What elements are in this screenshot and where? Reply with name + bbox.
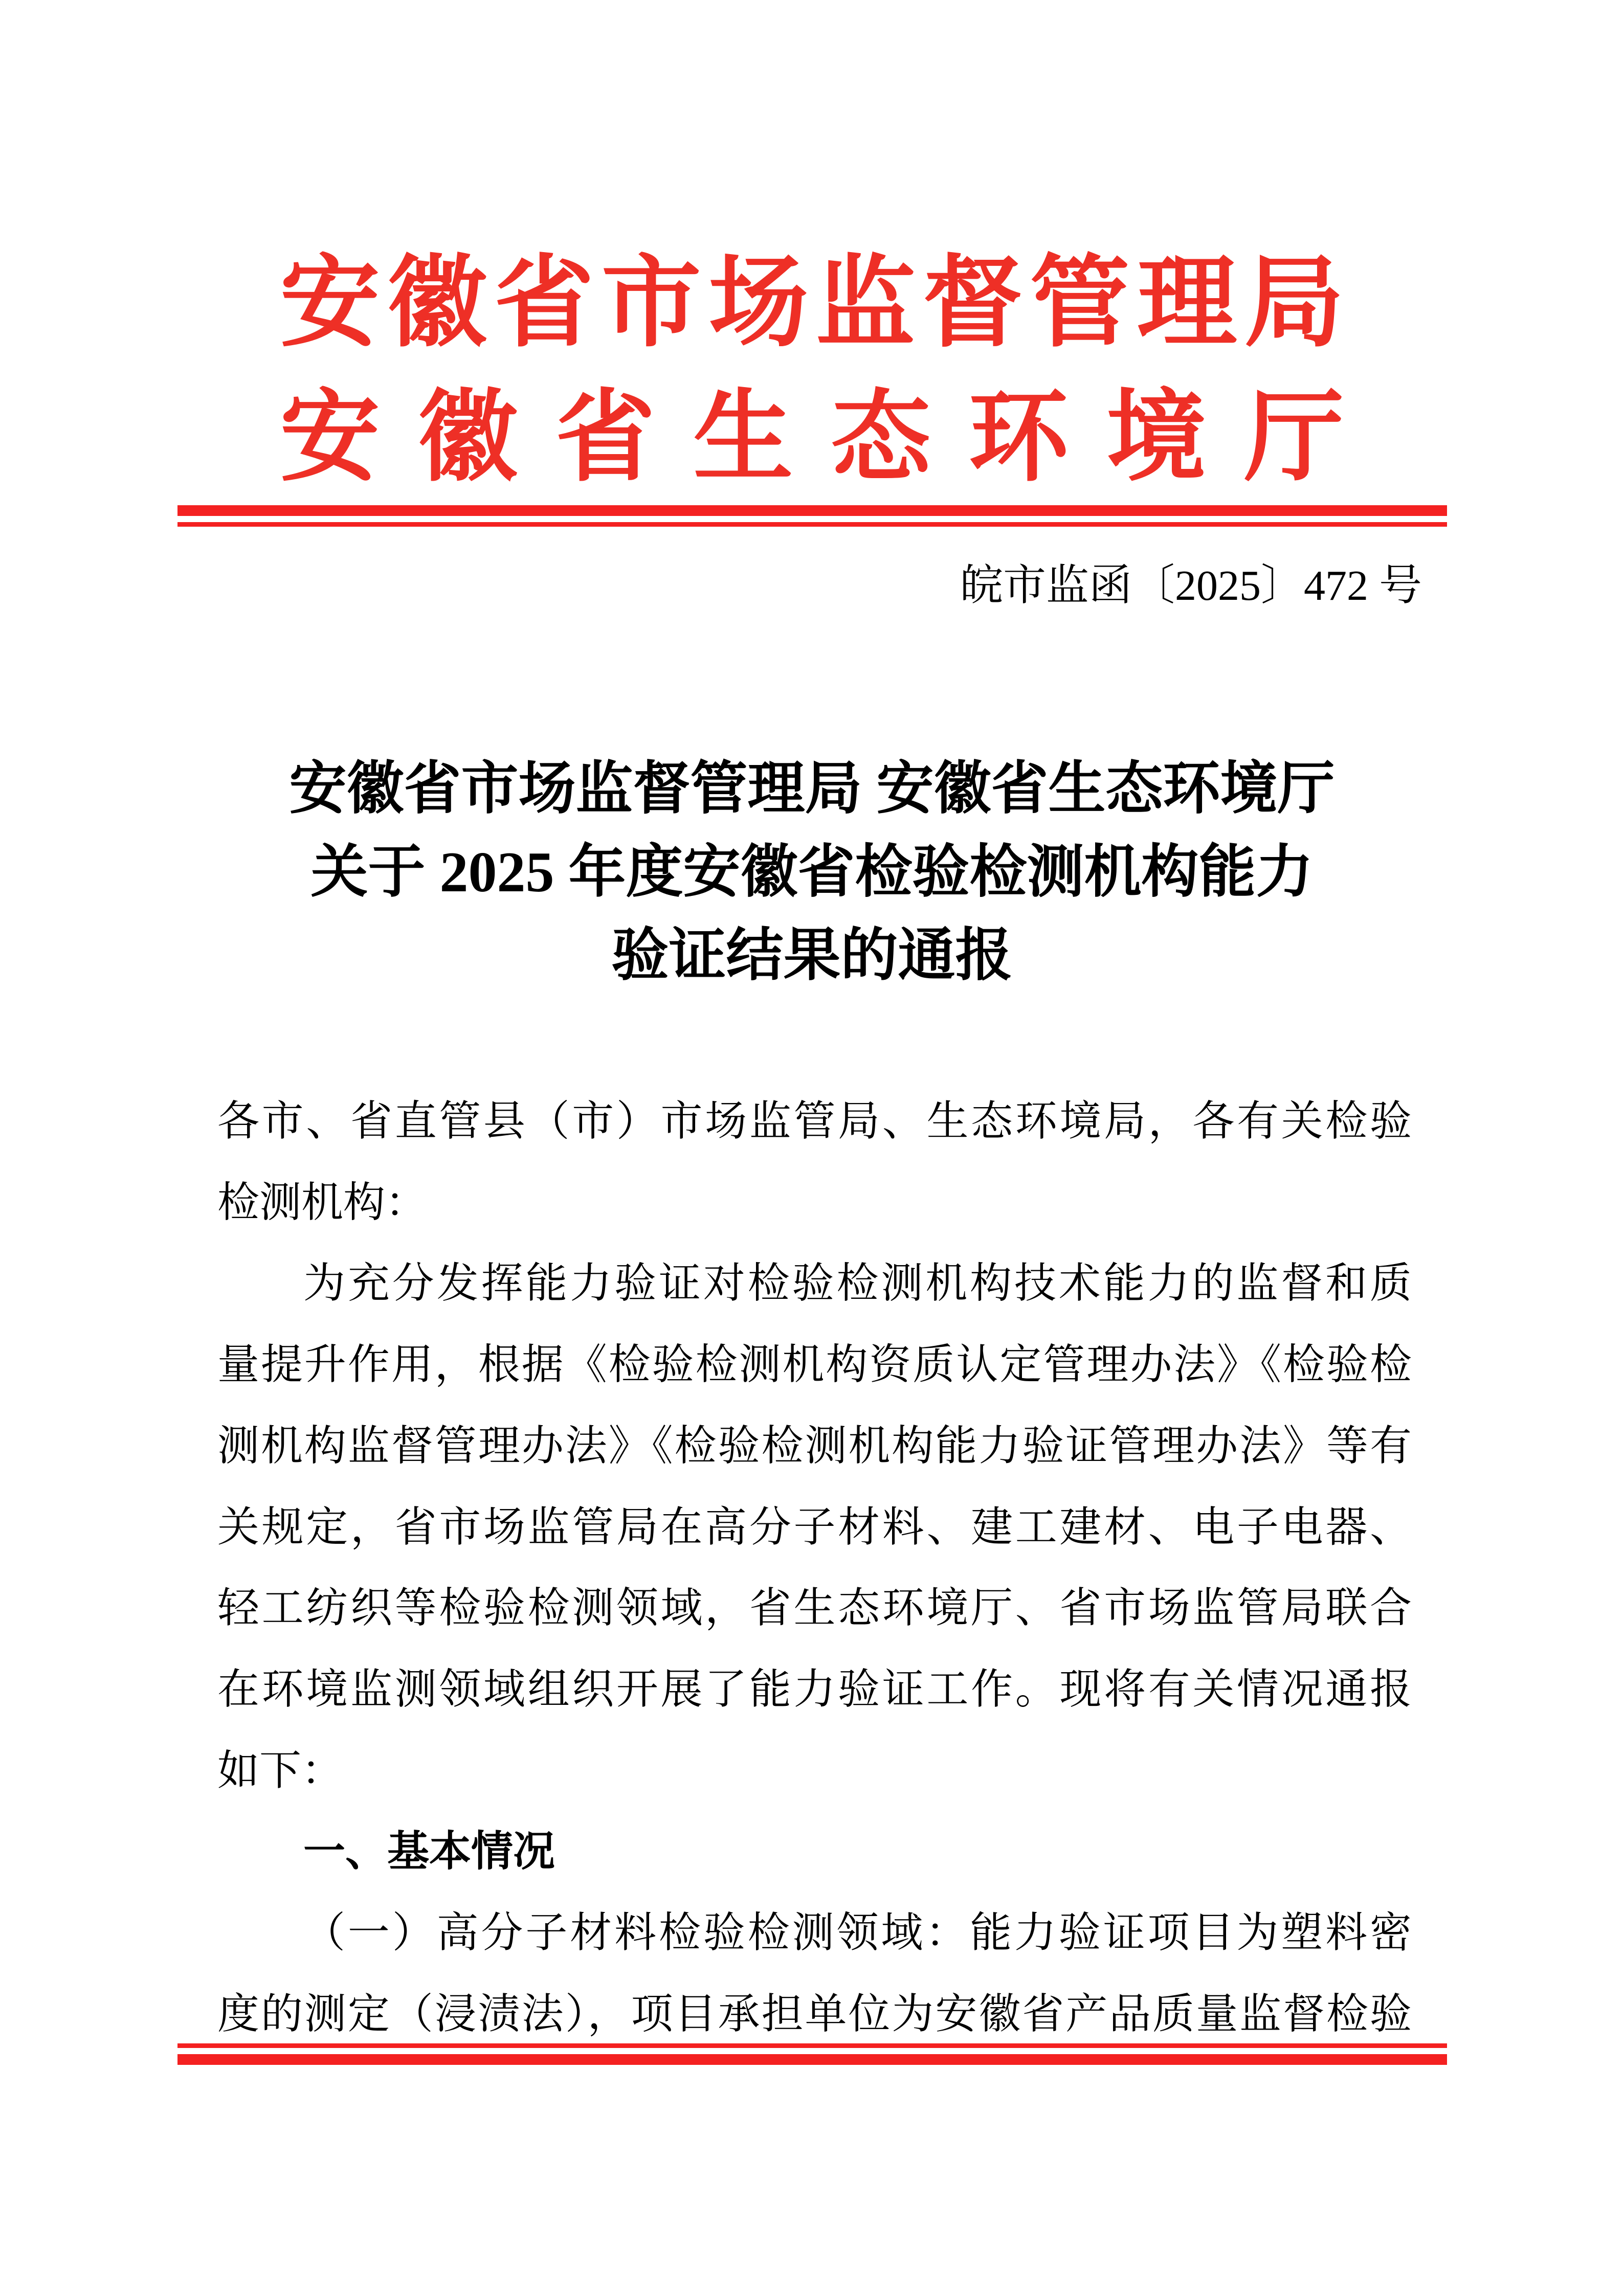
separator-thick-line — [177, 505, 1447, 516]
body-line-paragraph: 度的测定（浸渍法），项目承担单位为安徽省产品质量监督检验 — [217, 1990, 1412, 2037]
body-line-paragraph: （一）高分子材料检验检测领域：能力验证项目为塑料密 — [303, 1909, 1412, 1956]
document-body — [217, 1081, 1412, 2055]
body-line-salutation: 各市、省直管县（市）市场监管局、生态环境局，各有关检验 — [217, 1098, 1412, 1144]
section-heading-basic-situation: 一、基本情况 — [303, 1828, 555, 1875]
separator-thin-line — [177, 522, 1447, 527]
document-title-line-2: 关于 2025 年度安徽省检验检测机构能力 — [310, 841, 1314, 904]
separator-gap — [177, 516, 1447, 522]
body-line-paragraph: 测机构监督管理办法》《检验检测机构能力验证管理办法》等有 — [217, 1422, 1412, 1469]
header-separator — [177, 505, 1447, 527]
body-line-salutation-end: 检测机构： — [217, 1179, 428, 1226]
document-title-line-1: 安徽省市场监督管理局 安徽省生态环境厅 — [289, 757, 1335, 821]
separator-gap — [177, 2048, 1447, 2054]
footer-separator — [177, 2043, 1447, 2065]
letterhead — [280, 237, 1344, 506]
letterhead-org-line-2: 安徽省生态环境厅 — [280, 383, 1344, 493]
body-line-paragraph: 在环境监测领域组织开展了能力验证工作。现将有关情况通报 — [217, 1665, 1412, 1713]
separator-thick-line — [177, 2054, 1447, 2065]
letterhead-org-line-1: 安徽省市场监督管理局 — [280, 249, 1344, 359]
body-line-paragraph-end: 如下： — [217, 1747, 344, 1794]
separator-thin-line — [177, 2043, 1447, 2048]
body-line-paragraph: 量提升作用，根据《检验检测机构资质认定管理办法》《检验检 — [217, 1341, 1412, 1388]
document-title — [0, 748, 1624, 998]
body-line-paragraph: 轻工纺织等检验检测领域，省生态环境厅、省市场监管局联合 — [217, 1585, 1412, 1632]
document-title-line-3: 验证结果的通报 — [611, 924, 1013, 987]
document-number: 皖市监函〔2025〕472 号 — [960, 562, 1422, 610]
body-line-paragraph: 关规定，省市场监管局在高分子材料、建工建材、电子电器、 — [217, 1503, 1412, 1550]
body-line-paragraph: 为充分发挥能力验证对检验检测机构技术能力的监督和质 — [303, 1260, 1412, 1307]
